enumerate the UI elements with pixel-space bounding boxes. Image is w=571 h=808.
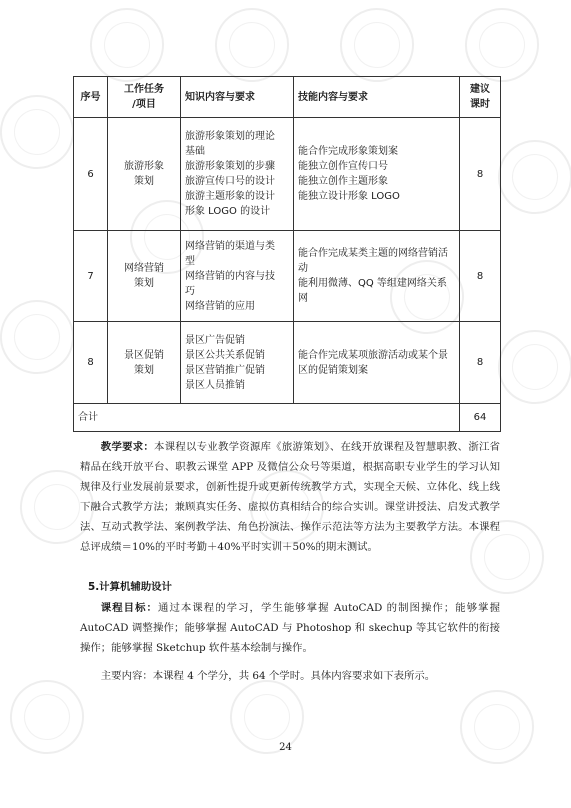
course-goal-paragraph bbox=[80, 598, 500, 658]
header-hours: 建议 课时 bbox=[460, 77, 501, 118]
row-hours: 8 bbox=[460, 231, 501, 322]
row-knowledge: 网络营销的渠道与类 型 网络营销的内容与技 巧 网络营销的应用 bbox=[181, 231, 294, 322]
row-knowledge: 旅游形象策划的理论 基础 旅游形象策划的步骤 旅游宣传口号的设计 旅游主题形象的设计 形象 LOGO 的设计 bbox=[181, 118, 294, 231]
row-task: 网络营销 策划 bbox=[108, 231, 181, 322]
row-task: 旅游形象 策划 bbox=[108, 118, 181, 231]
section-heading: 5.计算机辅助设计 bbox=[88, 581, 172, 593]
table-row bbox=[74, 231, 501, 322]
row-seq: 7 bbox=[74, 231, 108, 322]
header-knowledge: 知识内容与要求 bbox=[181, 77, 294, 118]
course-content-table bbox=[73, 76, 501, 432]
teaching-requirements-paragraph bbox=[80, 437, 500, 557]
header-task: 工作任务 /项目 bbox=[108, 77, 181, 118]
total-label: 合计 bbox=[74, 404, 460, 432]
row-skills: 能合作完成某类主题的网络营销活 动 能利用微薄、QQ 等组建网络关系 网 bbox=[294, 231, 460, 322]
total-hours: 64 bbox=[460, 404, 501, 432]
table-header-row bbox=[74, 77, 501, 118]
row-skills: 能合作完成形象策划案 能独立创作宣传口号 能独立创作主题形象 能独立设计形象 LOGO bbox=[294, 118, 460, 231]
row-seq: 6 bbox=[74, 118, 108, 231]
row-hours: 8 bbox=[460, 118, 501, 231]
teaching-requirements-label: 教学要求： bbox=[100, 441, 155, 453]
header-seq: 序号 bbox=[74, 77, 108, 118]
row-seq: 8 bbox=[74, 322, 108, 404]
page-number: 24 bbox=[279, 742, 292, 753]
table-row bbox=[74, 118, 501, 231]
course-goal-label: 课程目标： bbox=[100, 602, 158, 614]
teaching-requirements-text: 本课程以专业教学资源库《旅游策划》、在线开放课程及智慧职教、浙江省精品在线开放平台、职教云课堂 APP 及微信公众号等渠道，根据高职专业学生的学习认知规律及行业发展前景要求，创新性提升或更新传统教学方式，实现全天候、立体化、线上线下融合式教学方法；兼顾真实任务、虚拟仿真相结合的综合实训。课堂讲授法、启发式教学法、互动式教学法、案例教学法、角色扮演法、操作示范法等方法为主要教学方法。本课程总评成绩＝10%的平时考勤＋40%平时实训＋50%的期末测试。 bbox=[80, 441, 501, 553]
header-skills: 技能内容与要求 bbox=[294, 77, 460, 118]
row-skills: 能合作完成某项旅游活动或某个景 区的促销策划案 bbox=[294, 322, 460, 404]
watermark-seal bbox=[445, 675, 548, 778]
table-total-row bbox=[74, 404, 501, 432]
row-task: 景区促销 策划 bbox=[108, 322, 181, 404]
row-knowledge: 景区广告促销 景区公共关系促销 景区营销推广促销 景区人员推销 bbox=[181, 322, 294, 404]
table-row bbox=[74, 322, 501, 404]
row-hours: 8 bbox=[460, 322, 501, 404]
main-content-paragraph: 主要内容：本课程 4 个学分，共 64 个学时。具体内容要求如下表所示。 bbox=[100, 670, 436, 682]
course-goal-text: 通过本课程的学习，学生能够掌握 AutoCAD 的制图操作；能够掌握 AutoCAD 调整操作；能够掌握 AutoCAD 与 Photoshop 和 skechup 等其它软件的衔接操作；能够掌握 Sketchup 软件基本绘制与操作。 bbox=[80, 602, 501, 654]
